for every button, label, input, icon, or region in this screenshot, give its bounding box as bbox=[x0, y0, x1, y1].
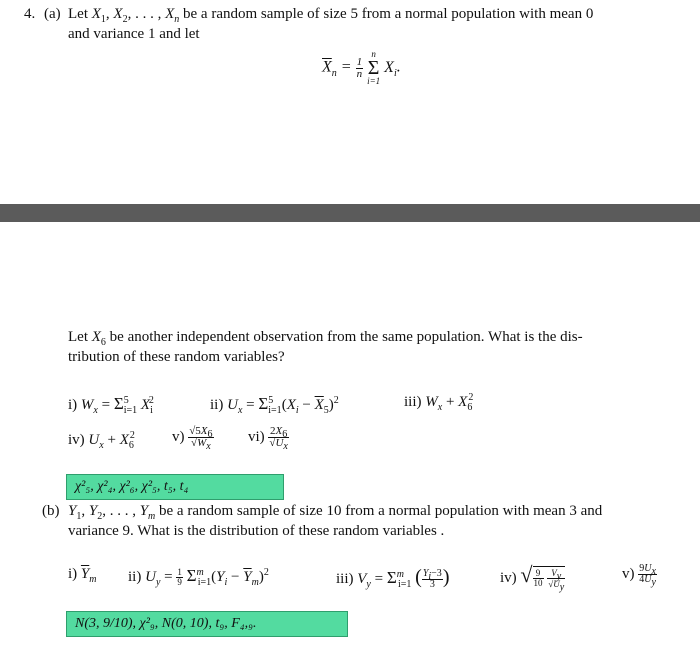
section-a-line-1: Let $X_6$ be another independent observation from the same population. What is the dis- bbox=[68, 329, 583, 348]
sample-mean-definition: $\overline{X}_n$ = $\frac{1}{n}$ n Σ i=1 $X_i$. bbox=[322, 49, 401, 86]
intro-line-2: and variance 1 and let bbox=[68, 26, 200, 42]
item-ii-u: ii) $U_x = \Sigma^5_{i=1}(X_i - \overline{X}_5)^2$ bbox=[210, 394, 339, 416]
item-v: v) $\frac{√5X_6}{√W_x}$ bbox=[172, 425, 213, 453]
item-vi: vi) $\frac{2X_6}{√U_x}$ bbox=[248, 425, 288, 453]
item-b-iii: iii) $V_y = \Sigma^m_{i=1}$ ( $\frac{Y_i-3}{3}$ ) bbox=[336, 566, 450, 591]
item-b-i: i) $\overline{Y}_m$ bbox=[68, 566, 97, 585]
item-b-iv: iv) √ $\frac{9}{10}$ $\frac{V_y}{√U_y}$ bbox=[500, 562, 565, 593]
cut-off-text-line bbox=[50, 642, 650, 656]
answer-box-a: χ²₅, χ²₄, χ²₆, χ²₅, t₅, t₄ bbox=[66, 474, 284, 500]
intro-line-1: Let $X_1$, $X_2$, . . . , $X_n$ be a random sample of size 5 from a normal population with mean 0 bbox=[68, 6, 594, 25]
item-i-w: i) $W_x = \Sigma^5_{i=1}$ $X_i^2$ bbox=[68, 394, 154, 416]
section-divider bbox=[0, 204, 700, 222]
item-b-v: v) $\frac{9U_x}{4U_y}$ bbox=[622, 563, 656, 588]
section-b-line-1: $Y_1$, $Y_2$, . . . , $Y_m$ be a random sample of size 10 from a normal population with mean 3 and bbox=[68, 503, 603, 522]
part-a-label: (a) bbox=[44, 6, 61, 22]
section-b-line-2: variance 9. What is the distribution of these random variables . bbox=[68, 523, 445, 539]
problem-number: 4. bbox=[24, 6, 36, 22]
item-iv: iv) $U_x + X_6^2$ bbox=[68, 430, 135, 451]
part-b-label: (b) bbox=[42, 503, 60, 519]
item-b-ii: ii) $U_y$ = $\frac{1}{9}$ $\Sigma^m_{i=1}(Y_i - \overline{Y}_m)^2$ bbox=[128, 566, 269, 588]
section-a-line-2: tribution of these random variables? bbox=[68, 349, 285, 365]
answer-box-b: N(3, 9/10), χ²₉, N(0, 10), t₉, F₄,₉. bbox=[66, 611, 348, 637]
item-iii: iii) $W_x + X_6^2$ bbox=[404, 392, 474, 413]
